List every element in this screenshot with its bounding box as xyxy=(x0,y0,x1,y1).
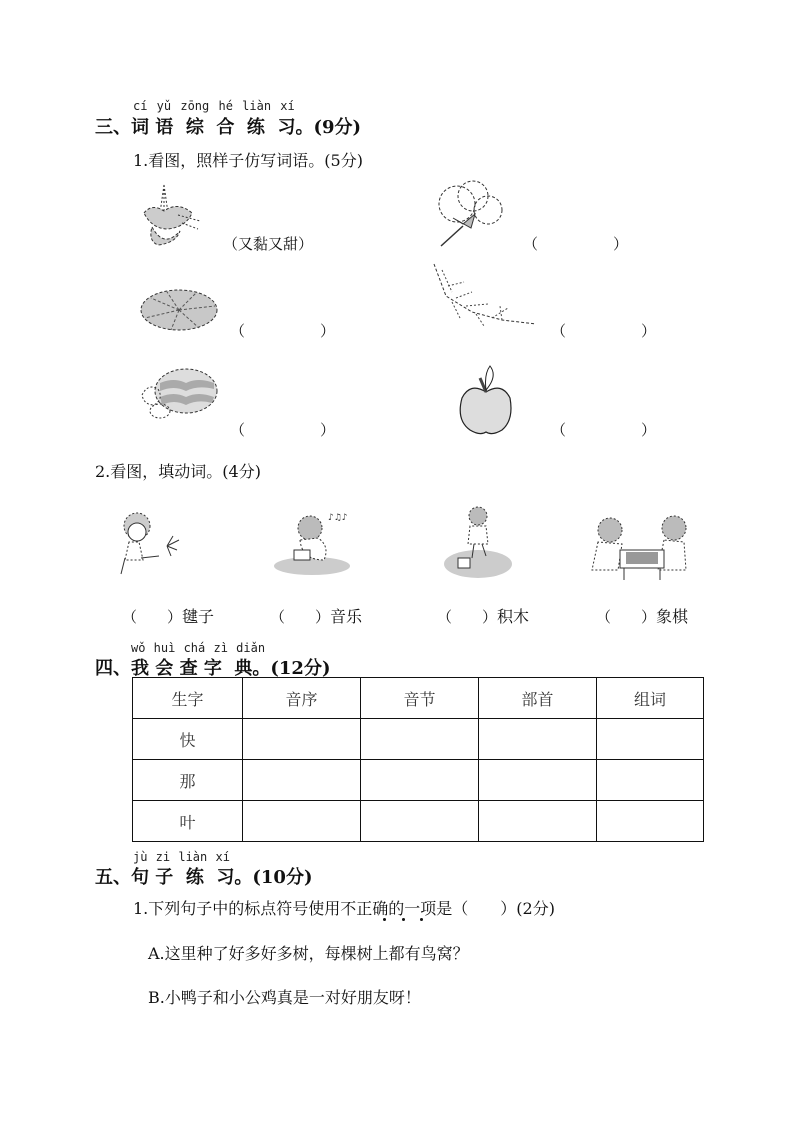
section3-title-char: 词 xyxy=(131,117,149,138)
boy-listening-music-icon xyxy=(272,508,352,576)
section5-title-char: 句 xyxy=(131,867,149,888)
answer-cell[interactable] xyxy=(243,760,361,801)
section5-title-char: 子 xyxy=(155,867,174,888)
emphasis-dot xyxy=(420,918,423,921)
q1-emphasis: 不正确 xyxy=(340,899,389,918)
verb-blank-parens[interactable]: （ ） xyxy=(122,608,183,626)
table-header: 部首 xyxy=(479,678,597,719)
section3-heading xyxy=(95,113,361,139)
verb-object-word: 毽子 xyxy=(182,607,215,626)
section5-number: 五、 xyxy=(95,867,131,888)
table-header: 音节 xyxy=(361,678,479,719)
section4-score: 。(12分) xyxy=(252,658,331,679)
section3-title-char: 综 xyxy=(185,117,204,138)
emphasis-dot xyxy=(383,918,386,921)
char-cell: 叶 xyxy=(133,801,243,842)
answer-cell[interactable] xyxy=(479,801,597,842)
section5-heading xyxy=(95,863,312,889)
section3-title-char: 语 xyxy=(155,117,174,138)
section5-title-char: 习 xyxy=(216,867,235,888)
section4-title-char: 典 xyxy=(234,658,253,679)
table-header: 生字 xyxy=(133,678,243,719)
table-header: 音序 xyxy=(243,678,361,719)
table-row xyxy=(133,760,704,801)
verb-blank-1[interactable] xyxy=(122,604,214,627)
option-b[interactable]: B.小鸭子和小公鸡真是一对好朋友呀！ xyxy=(148,988,421,1007)
table-header: 组词 xyxy=(597,678,704,719)
verb-object-word: 音乐 xyxy=(330,607,363,626)
verb-blank-4[interactable] xyxy=(596,604,688,627)
section3-q1-text: 1.看图，照样子仿写词语。(5分) xyxy=(133,151,363,170)
verb-object-word: 象棋 xyxy=(656,607,689,626)
section3-q2-text: 2.看图，填动词。(4分) xyxy=(95,462,261,481)
option-a[interactable]: A.这里种了好多好多树，每棵树上都有鸟窝？ xyxy=(148,944,469,963)
section4-title-char: 会 xyxy=(155,658,174,679)
answer-cell[interactable] xyxy=(479,719,597,760)
kids-playing-chess-icon xyxy=(588,514,698,580)
section4-title-char: 我 xyxy=(131,658,149,679)
answer-cell[interactable] xyxy=(361,719,479,760)
answer-cell[interactable] xyxy=(479,760,597,801)
zongzi-icon xyxy=(138,183,202,251)
verb-object-word: 积木 xyxy=(497,607,530,626)
girl-kicking-shuttlecock-icon xyxy=(115,508,185,580)
cotton-icon xyxy=(433,180,505,250)
section4-number: 四、 xyxy=(95,658,131,679)
section4-pinyin: wǒ huì chá zì diǎn xyxy=(131,641,266,655)
answer-cell[interactable] xyxy=(243,719,361,760)
verb-blank-parens[interactable]: （ ） xyxy=(270,608,331,626)
char-cell: 快 xyxy=(133,719,243,760)
watermelon-icon xyxy=(140,367,220,421)
section3-title-char: 合 xyxy=(216,117,235,138)
verb-blank-2[interactable] xyxy=(270,604,362,627)
verb-blank-parens[interactable]: （ ） xyxy=(437,608,498,626)
table-row xyxy=(133,719,704,760)
section4-title-char: 字 xyxy=(203,658,222,679)
answer-cell[interactable] xyxy=(597,801,704,842)
section5-score: 。(10分) xyxy=(234,867,313,888)
section5-pinyin: jù zi liàn xí xyxy=(133,850,230,864)
svg-text:♪♫♪: ♪♫♪ xyxy=(328,513,348,523)
answer-blank-6[interactable]: （ ） xyxy=(551,421,657,439)
dictionary-table xyxy=(132,677,704,842)
char-cell: 那 xyxy=(133,760,243,801)
answer-cell[interactable] xyxy=(597,719,704,760)
answer-cell[interactable] xyxy=(361,760,479,801)
section5-q1-text xyxy=(133,896,555,919)
section3-title-char: 练 xyxy=(246,117,265,138)
answer-blank-4[interactable]: （ ） xyxy=(551,322,657,340)
table-row xyxy=(133,801,704,842)
answer-cell[interactable] xyxy=(361,801,479,842)
answer-blank-1[interactable]: （又黏又甜） xyxy=(223,235,314,253)
emphasis-dot xyxy=(402,918,405,921)
q1-text-before: 1.下列句子中的标点符号使用 xyxy=(133,899,341,918)
table-header-row xyxy=(133,678,704,719)
section3-score: 。(9分) xyxy=(295,117,362,138)
verb-blank-3[interactable] xyxy=(437,604,529,627)
section5-title-char: 练 xyxy=(185,867,204,888)
answer-blank-2[interactable]: （ ） xyxy=(523,235,629,253)
answer-cell[interactable] xyxy=(243,801,361,842)
section3-pinyin: cí yǔ zōng hé liàn xí xyxy=(133,99,295,113)
section3-number: 三、 xyxy=(95,117,131,138)
verb-blank-parens[interactable]: （ ） xyxy=(596,608,657,626)
q1-text-after: 的一项是（ ）(2分) xyxy=(388,899,555,918)
answer-blank-3[interactable]: （ ） xyxy=(230,322,336,340)
apple-icon xyxy=(456,364,516,436)
boy-building-blocks-icon xyxy=(440,504,516,580)
willow-branch-icon xyxy=(432,262,542,332)
section3-title-char: 习 xyxy=(277,117,296,138)
section4-title-char: 查 xyxy=(179,658,198,679)
answer-blank-5[interactable]: （ ） xyxy=(230,421,336,439)
answer-cell[interactable] xyxy=(597,760,704,801)
lotus-leaf-icon xyxy=(137,288,221,334)
